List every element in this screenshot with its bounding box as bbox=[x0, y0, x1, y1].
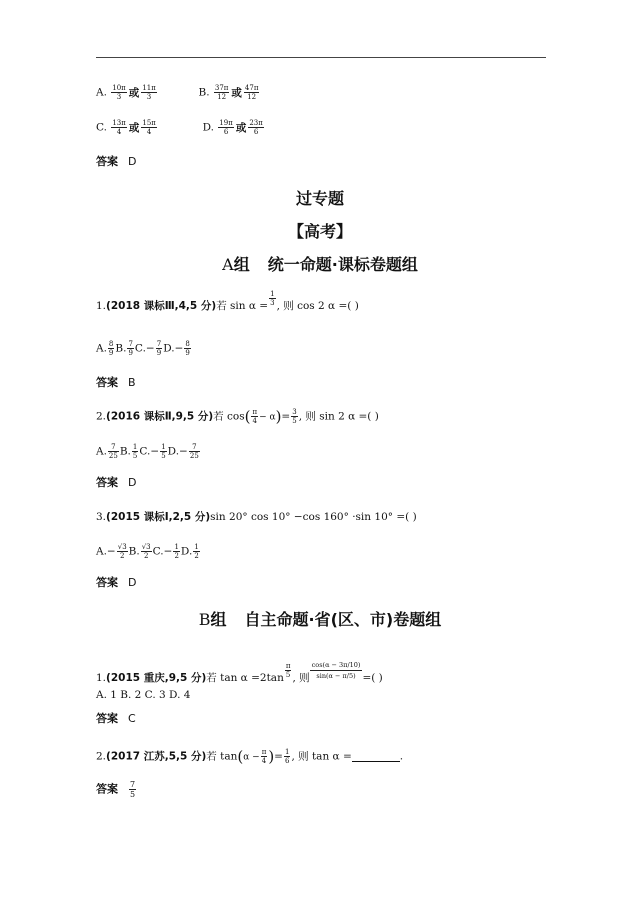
choice-fraction: $\frac{8}{9}$ bbox=[185, 340, 190, 357]
choice-label: B. bbox=[115, 342, 127, 355]
choice-label: D. bbox=[180, 545, 193, 558]
choice-sign: − bbox=[106, 545, 116, 558]
answer-line: 答案 D bbox=[96, 476, 137, 489]
choice-label: C. bbox=[139, 445, 151, 458]
choice-sign: − bbox=[145, 342, 155, 355]
answer-line: 答案 C bbox=[96, 712, 136, 725]
choice-sign: − bbox=[174, 342, 184, 355]
choice-label-c: C. bbox=[96, 121, 107, 134]
choice-label: A. bbox=[96, 545, 107, 558]
fraction: $\frac{1}{6}$ bbox=[284, 748, 290, 765]
choice-label: B. bbox=[128, 545, 140, 558]
choice-label-b: B. bbox=[198, 86, 210, 99]
ratio-fraction: $\frac{\cos(\alpha - 3\pi/10)}{\sin(\alpha - \pi/5)}$ bbox=[311, 661, 361, 680]
fraction: $\frac{\pi}{4}$ bbox=[261, 748, 267, 765]
choice-fraction: $\frac{√3}{2}$ bbox=[141, 543, 151, 560]
fraction: $\frac{11\pi}{3}$ bbox=[142, 84, 156, 101]
choice-row-cd: C. $\frac{13\pi}{4}$ 或 $\frac{15\pi}{4}$ D. $\frac{19\pi}{6}$ 或 $\frac{23\pi}{6}$ bbox=[96, 119, 263, 136]
fraction: $\frac{19\pi}{6}$ bbox=[219, 119, 233, 136]
choice-label: C. bbox=[152, 545, 164, 558]
fraction: $\frac{13\pi}{4}$ bbox=[112, 119, 126, 136]
choices-a2 bbox=[96, 443, 201, 460]
section-title: 过专题 bbox=[295, 189, 344, 208]
answer-line: 答案 D bbox=[96, 576, 137, 589]
choice-label: C. bbox=[134, 342, 146, 355]
choice-fraction: $\frac{7}{25}$ bbox=[108, 443, 118, 460]
choice-label-a: A. bbox=[96, 86, 107, 99]
answer-line: 答案 $\frac{7}{5}$ bbox=[96, 780, 136, 799]
choice-fraction: $\frac{7}{9}$ bbox=[156, 340, 162, 357]
question-b2: 2.(2017 江苏,5,5 分)若 tan(α − $\frac{\pi}{4}$ )= $\frac{1}{6}$ , 则 tan α = . bbox=[96, 747, 404, 766]
answer-line: 答案 D bbox=[96, 155, 137, 168]
header-rule bbox=[96, 57, 546, 58]
choice-fraction: $\frac{7}{25}$ bbox=[189, 443, 199, 460]
choice-fraction: $\frac{1}{2}$ bbox=[174, 543, 179, 560]
choice-sign: − bbox=[150, 445, 160, 458]
fraction: $\frac{10\pi}{3}$ bbox=[112, 84, 126, 101]
choice-label: A. bbox=[96, 342, 107, 355]
choice-sign: − bbox=[163, 545, 173, 558]
choices-b1: A. 1 B. 2 C. 3 D. 4 bbox=[96, 689, 191, 701]
choice-sign: − bbox=[179, 445, 188, 458]
choice-label: A. bbox=[96, 445, 107, 458]
choice-fraction: $\frac{1}{2}$ bbox=[194, 543, 199, 560]
gaokao-title: 【高考】 bbox=[287, 222, 352, 241]
answer-blank bbox=[352, 751, 400, 762]
choice-fraction: $\frac{1}{5}$ bbox=[161, 443, 166, 460]
answer-line: 答案 B bbox=[96, 376, 136, 389]
choices-a1 bbox=[96, 340, 192, 357]
choice-fraction: $\frac{√3}{2}$ bbox=[117, 543, 127, 560]
choice-fraction: $\frac{7}{9}$ bbox=[128, 340, 133, 357]
choice-label: B. bbox=[119, 445, 131, 458]
fraction: $\frac{\pi}{4}$ bbox=[252, 408, 258, 425]
question-b1: 1.(2015 重庆,9,5 分)若 tan α =2tan $\frac{\pi}{5}$ , 则 $\frac{\cos(\alpha - 3\pi/10)}{\sin(\alpha - \pi/5)}$ =( ) bbox=[96, 661, 383, 684]
fraction: $\frac{1}{3}$ bbox=[270, 290, 275, 307]
question-a3: 3.(2015 课标Ⅰ,2,5 分)sin 20° cos 10° −cos 160° ·sin 10° =( ) bbox=[96, 511, 417, 523]
fraction: $\frac{15\pi}{4}$ bbox=[142, 119, 156, 136]
fraction: $\frac{47\pi}{12}$ bbox=[244, 84, 259, 101]
choice-label: D. bbox=[163, 342, 175, 355]
choice-row-ab: A. $\frac{10\pi}{3}$ 或 $\frac{11\pi}{3}$ B. $\frac{37\pi}{12}$ 或 $\frac{47\pi}{12}$ bbox=[96, 84, 259, 101]
fraction: $\frac{\pi}{5}$ bbox=[285, 662, 291, 679]
choice-label: D. bbox=[167, 445, 180, 458]
answer-fraction: $\frac{7}{5}$ bbox=[130, 780, 136, 799]
choice-fraction: $\frac{1}{5}$ bbox=[132, 443, 138, 460]
choice-fraction: $\frac{8}{9}$ bbox=[108, 340, 114, 357]
fraction: $\frac{23\pi}{6}$ bbox=[249, 119, 263, 136]
question-a2: 2.(2016 课标Ⅱ,9,5 分)若 cos( $\frac{\pi}{4}$ − α)= $\frac{3}{5}$ , 则 sin 2 α =( ) bbox=[96, 407, 379, 426]
question-a1: 1.(2018 课标Ⅲ,4,5 分)若 sin α = $\frac{1}{3}$ , 则 cos 2 α =( ) bbox=[96, 290, 359, 312]
choices-a3 bbox=[96, 543, 201, 560]
choice-label-d: D. bbox=[202, 121, 214, 134]
fraction: $\frac{37\pi}{12}$ bbox=[214, 84, 229, 101]
fraction: $\frac{3}{5}$ bbox=[292, 408, 297, 425]
group-a-title: A组 统一命题·课标卷题组 bbox=[222, 255, 418, 274]
group-b-title: B组 自主命题·省(区、市)卷题组 bbox=[198, 610, 442, 629]
